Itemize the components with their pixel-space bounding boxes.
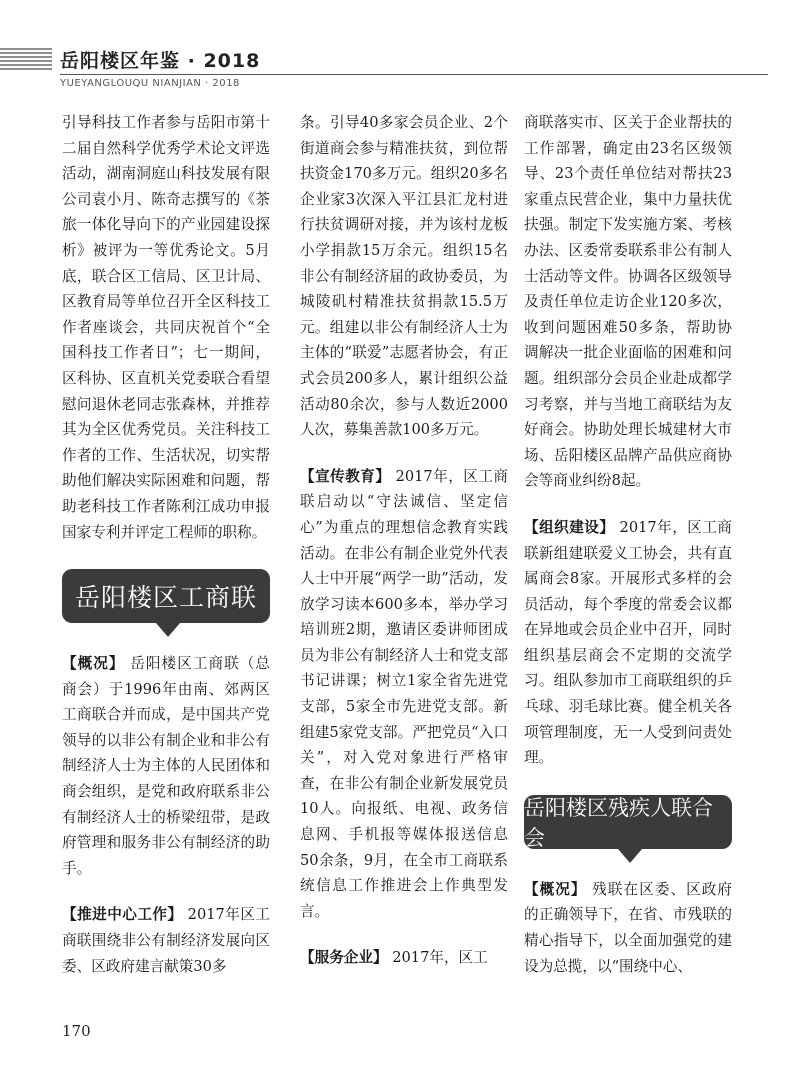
header-rule	[60, 74, 768, 75]
paragraph-body: 2017年，区工	[392, 949, 488, 967]
yearbook-subtitle: YUEYANGLOUQU NIANJIAN · 2018	[60, 78, 240, 89]
paragraph-body: 岳阳楼区工商联（总商会）于1996年由南、郊两区工商联合并而成，是中国共产党领导的以非公有制企业和非公有制经济人士为主体的人民团体和商会组织，是党和政府联系非公有制经济人士的桥梁纽带，是政府管理和服务非公有制经济的助手。	[62, 655, 270, 877]
section-banner-chamber-of-commerce	[62, 569, 270, 623]
paragraph	[524, 515, 732, 771]
column-2	[300, 110, 508, 971]
paragraph-lead: 【组织建设】	[524, 518, 615, 536]
paragraph-body: 2017年，区工商联启动以“守法诚信、坚定信心”为重点的理想信念教育实践活动。在非公有制企业党外代表人士中开展“两学一助”活动，发放学习读本600多本，举办学习培训班2期，邀请区委讲师团成员为非公有制经济人士和党支部书记讲课；树立1家全省先进党支部，5家全市先进党支部。新组建5家党支部。严把党员“入口关”，对入党对象进行严格审查，在非公有制企业新发展党员10人。向报纸、电视、政务信息网、手机报等媒体报送信息50余条，9月，在全市工商联系统信息工作推进会上作典型发言。	[300, 467, 509, 920]
paragraph	[300, 945, 508, 971]
paragraph-body: 2017年区工商联围绕非公有制经济发展向区委、区政府建言献策30多	[62, 906, 271, 975]
paragraph-lead: 【概况】	[62, 655, 125, 673]
column-3	[524, 110, 732, 979]
column-1	[62, 110, 270, 979]
paragraph-lead: 【宣传教育】	[300, 467, 391, 485]
section-title: 岳阳楼区工商联	[74, 583, 257, 613]
paragraph-lead: 【概况】	[524, 880, 587, 898]
section-title: 岳阳楼区残疾人联合会	[524, 795, 713, 850]
speech-tail-decoration	[618, 849, 642, 863]
paragraph-body: 残联在区委、区政府的正确领导下，在省、市残联的精心指导下，以全面加强党的建设为总揽，以“围绕中心、	[524, 880, 732, 975]
paragraph: 引导科技工作者参与岳阳市第十二届自然科学优秀学术论文评选活动，湖南洞庭山科技发展有限公司袁小月、陈奇志撰写的《茶旅一体化导向下的产业园建设探析》被评为一等优秀论文。5月底，联合区工信局、区卫计局、区教育局等单位召开全区科技工作者座谈会，共同庆祝首个“全国科技工作者日”；七一期间，区科协、区直机关党委联合看望慰问退休老同志张森林，并推荐其为全区优秀党员。关注科技工作者的工作、生活状况，切实帮助他们解决实际困难和问题，帮助老科技工作者陈利江成功申报国家专利并评定工程师的职称。	[62, 114, 270, 541]
paragraph-body: 2017年，区工商联新组建联爱义工协会，共有直属商会8家。开展形式多样的会员活动，每个季度的常委会议都在异地或会员企业中召开，同时组织基层商会不定期的交流学习。组队参加市工商联组织的乒乓球、羽毛球比赛。健全机关各项管理制度，无一人受到问责处理。	[524, 518, 733, 767]
yearbook-title: 岳阳楼区年鉴 · 2018	[60, 50, 261, 72]
paragraph	[62, 902, 270, 979]
paragraph: 商联落实市、区关于企业帮扶的工作部署，确定由23名区级领导、23个责任单位结对帮扶23家重点民营企业，集中力量扶优扶强。制定下发实施方案、考核办法、区委常委联系非公有制人士活动等文件。协调各区级领导及责任单位走访企业120多次，收到问题困难50多条，帮助协调解决一批企业面临的困难和问题。组织部分会员企业赴成都学习考察，并与当地工商联结为友好商会。协助处理长城建材大市场、岳阳楼区品牌产品供应商协会等商业纠纷8起。	[524, 114, 732, 490]
page-number: 170	[62, 1022, 91, 1040]
header-stripes-decoration	[0, 48, 52, 72]
paragraph	[300, 464, 508, 925]
paragraph-lead: 【服务企业】	[300, 949, 388, 967]
paragraph-lead: 【推进中心工作】	[62, 906, 183, 924]
section-banner-disabled-persons-federation	[524, 795, 732, 849]
running-header	[0, 0, 793, 100]
paragraph	[62, 651, 270, 881]
speech-tail-decoration	[156, 623, 180, 637]
paragraph	[524, 877, 732, 979]
paragraph: 条。引导40多家会员企业、2个街道商会参与精准扶贫，到位帮扶资金170多万元。组织20多名企业家3次深入平江县汇龙村进行扶贫调研对接，并为该村龙板小学捐款15万余元。组织15名非公有制经济届的政协委员，为城陵矶村精准扶贫捐款15.5万元。组建以非公有制经济人士为主体的“联爱”志愿者协会，有正式会员200多人，累计组织公益活动80余次，参与人数近2000人次，募集善款100多万元。	[300, 114, 508, 439]
